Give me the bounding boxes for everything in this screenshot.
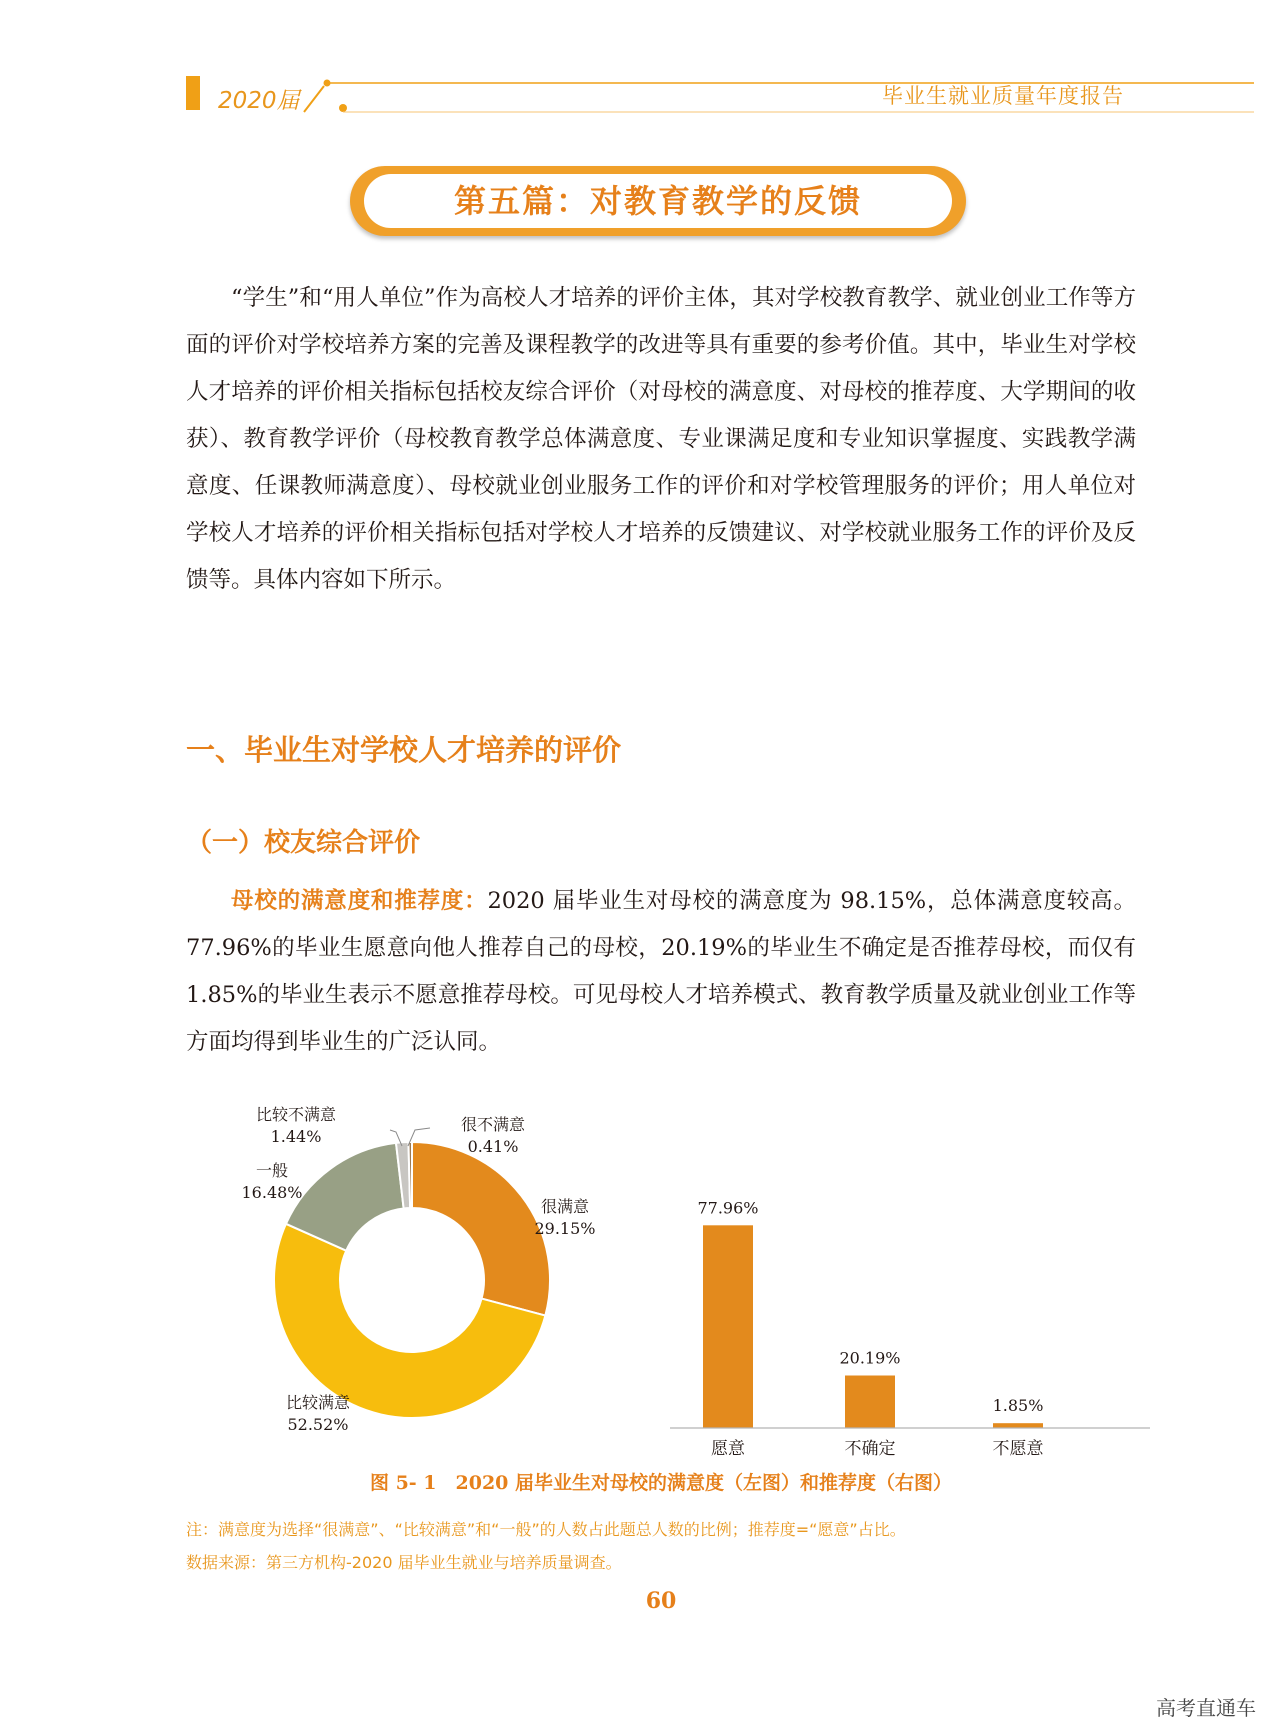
data-source: 数据来源：第三方机构-2020 届毕业生就业与培养质量调查。 xyxy=(186,1553,622,1572)
donut-slice-0 xyxy=(412,1142,550,1316)
slice-label-value: 29.15% xyxy=(534,1219,596,1238)
slice-label-value: 16.48% xyxy=(241,1183,303,1202)
bar-category-label: 愿意 xyxy=(711,1439,745,1459)
slice-label-name: 比较满意 xyxy=(285,1393,351,1412)
bar-0 xyxy=(703,1225,753,1428)
donut-slice-4 xyxy=(408,1142,412,1208)
bar-value-label: 77.96% xyxy=(697,1198,759,1218)
bar-1 xyxy=(845,1376,895,1428)
paragraph-body: 2020 届毕业生对母校的满意度为 98.15%，总体满意度较高。77.96%的毕业生愿意向他人推荐自己的母校，20.19%的毕业生不确定是否推荐母校，而仅有 1.85%的毕业生表示不愿意推荐母校。可见母校人才培养模式、教育教学质量及就业创业工作等方面均得到毕业生的广泛认同。 xyxy=(186,888,1136,1055)
chapter-title: 第五篇：对教育教学的反馈 xyxy=(453,182,862,220)
recommendation-bar-chart xyxy=(660,1120,1160,1460)
bar-category-label: 不愿意 xyxy=(992,1439,1044,1459)
slice-label-value: 1.44% xyxy=(270,1127,322,1146)
bar-category-label: 不确定 xyxy=(844,1439,896,1459)
subsection-heading: （一）校友综合评价 xyxy=(186,828,421,858)
watermark: 高考直通车 xyxy=(1156,1696,1256,1720)
bar-value-label: 1.85% xyxy=(992,1396,1044,1416)
satisfaction-paragraph xyxy=(186,878,1136,1066)
bar-2 xyxy=(993,1423,1043,1428)
slice-label-name: 很满意 xyxy=(540,1197,590,1216)
slice-label-name: 比较不满意 xyxy=(255,1105,337,1124)
intro-paragraph: “学生”和“用人单位”作为高校人才培养的评价主体，其对学校教育教学、就业创业工作等方面的评价对学校培养方案的完善及课程教学的改进等具有重要的参考价值。其中，毕业生对学校人才培养的评价相关指标包括校友综合评价（对母校的满意度、对母校的推荐度、大学期间的收获）、教育教学评价（母校教育教学总体满意度、专业课满足度和专业知识掌握度、实践教学满意度、任课教师满意度）、母校就业创业服务工作的评价和对学校管理服务的评价；用人单位对学校人才培养的评价相关指标包括对学校人才培养的反馈建议、对学校就业服务工作的评价及反馈等。具体内容如下所示。 xyxy=(186,285,1136,593)
page-number: 60 xyxy=(645,1588,677,1614)
section-heading: 一、毕业生对学校人才培养的评价 xyxy=(186,733,622,767)
header-report-title: 毕业生就业质量年度报告 xyxy=(882,84,1124,108)
slice-label-value: 52.52% xyxy=(287,1415,349,1434)
figure-note: 注：满意度为选择“很满意”、“比较满意”和“一般”的人数占此题总人数的比例；推荐度=“愿意”占比。 xyxy=(186,1520,906,1539)
paragraph-lead: 母校的满意度和推荐度： xyxy=(231,888,488,914)
header-year: 2020届 xyxy=(218,88,300,114)
slice-label-value: 0.41% xyxy=(467,1137,519,1156)
bar-value-label: 20.19% xyxy=(839,1348,901,1368)
slice-label-name: 很不满意 xyxy=(460,1115,526,1134)
figure-caption: 图 5- 1 2020 届毕业生对母校的满意度（左图）和推荐度（右图） xyxy=(369,1472,953,1494)
slice-label-name: 一般 xyxy=(255,1161,289,1180)
satisfaction-donut-chart xyxy=(241,1105,630,1470)
